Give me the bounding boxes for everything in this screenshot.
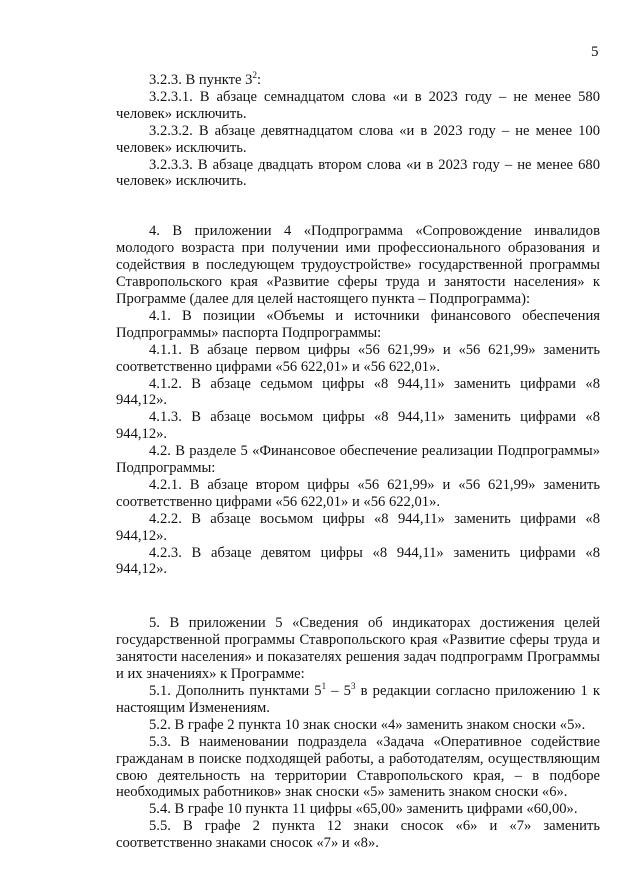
- paragraph-3-2-3: 3.2.3. В пункте $3^2$:: [149, 70, 262, 88]
- paragraph-4-1: 4.1. В позиции «Объемы и источники финансового обеспечения Подпрограммы» паспорта Подпрограммы:: [116, 307, 600, 341]
- paragraph-3-2-3-3: 3.2.3.3. В абзаце двадцать втором слова «и в 2023 году – не менее 680 человек» исключить.: [116, 156, 600, 190]
- paragraph-4-2-2: 4.2.2. В абзаце восьмом цифры «8 944,11» заменить цифрами «8 944,12».: [116, 510, 600, 544]
- paragraph-5-3: 5.3. В наименовании подраздела «Задача «Оперативное содействие гражданам в поиске подходящей работы, а работодателям, осуществляющим свою деятельность на территории Ставропольского края, – в подборе необходимых работников» знак сноски «5» заменить знаком сноски «6».: [116, 733, 600, 801]
- paragraph-5-2: 5.2. В графе 2 пункта 10 знак сноски «4» заменить знаком сноски «5».: [149, 716, 586, 733]
- paragraph-5: 5. В приложении 5 «Сведения об индикаторах достижения целей государственной программы Ставропольского края «Развитие сферы труда и занятости населения» и показателях решения задач подпрограмм Программы и их значениях» к Программе:: [116, 615, 600, 683]
- paragraph-4: 4. В приложении 4 «Подпрограмма «Сопровождение инвалидов молодого возраста при получении ими профессионального образования и содействия в последующем трудоустройстве» государственной программы Ставропольского края «Развитие сферы труда и занятости населения» к Программе (далее для целей настоящего пункта – Подпрограмма):: [116, 223, 600, 307]
- paragraph-5-1: 5.1. Дополнить пунктами $5^1 - 5^3$ в редакции согласно приложению 1 к настоящим Изменениям.: [116, 681, 600, 716]
- spacer: [116, 190, 600, 223]
- spacer: [116, 578, 600, 615]
- paragraph-4-1-1: 4.1.1. В абзаце первом цифры «56 621,99» и «56 621,99» заменить соответственно цифрами «56 622,01» и «56 622,01».: [116, 341, 600, 375]
- paragraph-5-5: 5.5. В графе 2 пункта 12 знаки сносок «6» и «7» заменить соответственно знаками сносок «7» и «8».: [116, 818, 600, 852]
- paragraph-4-2-1: 4.2.1. В абзаце втором цифры «56 621,99» и «56 621,99» заменить соответственно цифрами «56 622,01» и «56 622,01».: [116, 476, 600, 510]
- page-number: 5: [591, 44, 599, 60]
- paragraph-4-1-3: 4.1.3. В абзаце восьмом цифры «8 944,11» заменить цифрами «8 944,12».: [116, 409, 600, 443]
- paragraph-3-2-3-2: 3.2.3.2. В абзаце девятнадцатом слова «и в 2023 году – не менее 100 человек» исключить.: [116, 122, 600, 156]
- paragraph-4-1-2: 4.1.2. В абзаце седьмом цифры «8 944,11» заменить цифрами «8 944,12».: [116, 375, 600, 409]
- paragraph-3-2-3-1: 3.2.3.1. В абзаце семнадцатом слова «и в 2023 году – не менее 580 человек» исключить.: [116, 88, 600, 122]
- document-body: [116, 72, 600, 852]
- paragraph-4-2-3: 4.2.3. В абзаце девятом цифры «8 944,11» заменить цифрами «8 944,12».: [116, 544, 600, 578]
- paragraph-4-2: 4.2. В разделе 5 «Финансовое обеспечение реализации Подпрограммы» Подпрограммы:: [116, 443, 600, 477]
- paragraph-5-4: 5.4. В графе 10 пункта 11 цифры «65,00» заменить цифрами «60,00».: [149, 801, 578, 818]
